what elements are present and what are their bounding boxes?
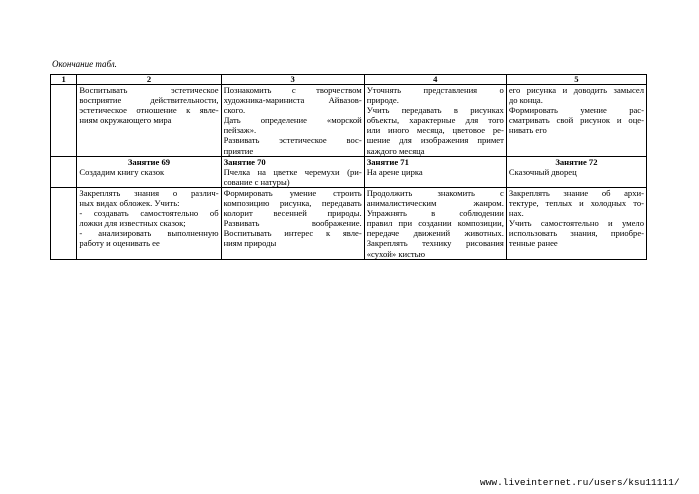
table-cell xyxy=(364,85,506,157)
cell-line: пейзаж». xyxy=(223,125,257,136)
lesson-topic: На арене цирка xyxy=(366,166,423,177)
cell-line: объекты, характерные для того xyxy=(366,115,504,126)
table-cell xyxy=(221,156,364,187)
header-cell: 4 xyxy=(364,75,506,85)
cell-line: его рисунка и доводить замысел xyxy=(508,85,644,95)
cell-line: Упражнять в соблюдении xyxy=(366,208,504,219)
table-header-row xyxy=(51,75,647,85)
header-cell: 3 xyxy=(221,75,364,85)
cell-line: Продолжить знакомить с xyxy=(366,187,504,198)
lesson-topic: Создадим книгу сказок xyxy=(79,166,165,177)
cell-line: нах. xyxy=(508,208,524,219)
cell-line: Закреплять знания о различ- xyxy=(79,187,219,198)
cell-line: ложки для известных сказок; xyxy=(79,218,186,229)
cell-line: Учить передавать в рисунках xyxy=(366,105,504,116)
cell-line: передаче движений животных. xyxy=(366,228,504,239)
table-cell xyxy=(51,156,77,187)
cell-line: или иного месяца, цветовое ре- xyxy=(366,125,504,136)
cell-line: Развивать эстетическое вос- xyxy=(223,135,362,146)
cell-line: работу и оценивать ее xyxy=(79,238,160,249)
cell-line: природе. xyxy=(366,95,399,106)
table-cell xyxy=(506,156,646,187)
table-caption: Окончание табл. xyxy=(52,59,117,69)
cell-line: использовать знания, приобре- xyxy=(508,228,644,239)
table-cell xyxy=(77,187,221,259)
header-cell: 1 xyxy=(51,75,77,85)
cell-line: Закреплять знание об архи- xyxy=(508,187,644,198)
table-cell xyxy=(221,85,364,157)
table-cell xyxy=(221,187,364,259)
cell-line: тектуре, теплых и холодных то- xyxy=(508,198,644,209)
cell-line: анималистическим жанром. xyxy=(366,198,504,209)
cell-line: шение для изображения примет xyxy=(366,135,504,146)
table-cell xyxy=(51,85,77,157)
cell-line: нивать его xyxy=(508,125,547,136)
cell-line: Воспитывать эстетическое xyxy=(79,85,219,95)
cell-line: правил при создании композиции, xyxy=(366,218,504,229)
cell-line: приятие xyxy=(223,145,254,156)
cell-line: «сухой» кистью xyxy=(366,248,426,259)
lesson-topic: сование с натуры) xyxy=(223,176,290,187)
lesson-title: Занятие 69 xyxy=(127,156,171,167)
table-cell xyxy=(364,187,506,259)
cell-line: композицию рисунка, передавать xyxy=(223,198,362,209)
cell-line: ниям природы xyxy=(223,238,277,249)
table-row xyxy=(51,187,647,259)
watermark-url: www.liveinternet.ru/users/ksu11111/ xyxy=(480,477,680,488)
cell-line: колорит весенней природы. xyxy=(223,208,362,219)
header-cell: 2 xyxy=(77,75,221,85)
cell-line: ных видах обложек. Учить: xyxy=(79,198,180,209)
cell-line: Формировать умение строить xyxy=(223,187,362,198)
table-cell xyxy=(506,187,646,259)
lesson-title: Занятие 71 xyxy=(366,156,409,167)
cell-line: ского. xyxy=(223,105,246,116)
cell-line: - создавать самостоятельно об xyxy=(79,208,219,219)
cell-line: восприятие действительности, xyxy=(79,95,219,106)
cell-line: Уточнять представления о xyxy=(366,85,504,95)
cell-line: тенные ранее xyxy=(508,238,558,249)
table-row xyxy=(51,85,647,157)
table-row xyxy=(51,156,647,187)
cell-line: Закреплять технику рисования xyxy=(366,238,504,249)
cell-line: Дать определение «морской xyxy=(223,115,362,126)
table-cell xyxy=(51,187,77,259)
cell-line: художника-мариниста Айвазов- xyxy=(223,95,362,106)
cell-line: Познакомить с творчеством xyxy=(223,85,362,95)
lesson-plan-table xyxy=(50,74,647,260)
lesson-topic: Сказочный дворец xyxy=(508,166,577,177)
cell-line: Учить самостоятельно и умело xyxy=(508,218,644,229)
cell-line: сматривать свой рисунок и оце- xyxy=(508,115,644,126)
lesson-topic: Пчелка на цветке черемухи (ри- xyxy=(223,166,362,177)
cell-line: Формировать умение рас- xyxy=(508,105,644,116)
cell-line: каждого месяца xyxy=(366,145,425,156)
lesson-title: Занятие 72 xyxy=(555,156,598,167)
cell-line: ниям окружающего мира xyxy=(79,115,172,126)
cell-line: - анализировать выполненную xyxy=(79,228,219,239)
table-cell xyxy=(506,85,646,157)
table-cell xyxy=(364,156,506,187)
cell-line: Воспитывать интерес к явле- xyxy=(223,228,362,239)
lesson-title: Занятие 70 xyxy=(223,156,266,167)
cell-line: эстетическое отношение к явле- xyxy=(79,105,219,116)
cell-line: Развивать воображение. xyxy=(223,218,362,229)
header-cell: 5 xyxy=(506,75,646,85)
table-cell xyxy=(77,85,221,157)
table-cell xyxy=(77,156,221,187)
cell-line: до конца. xyxy=(508,95,543,106)
